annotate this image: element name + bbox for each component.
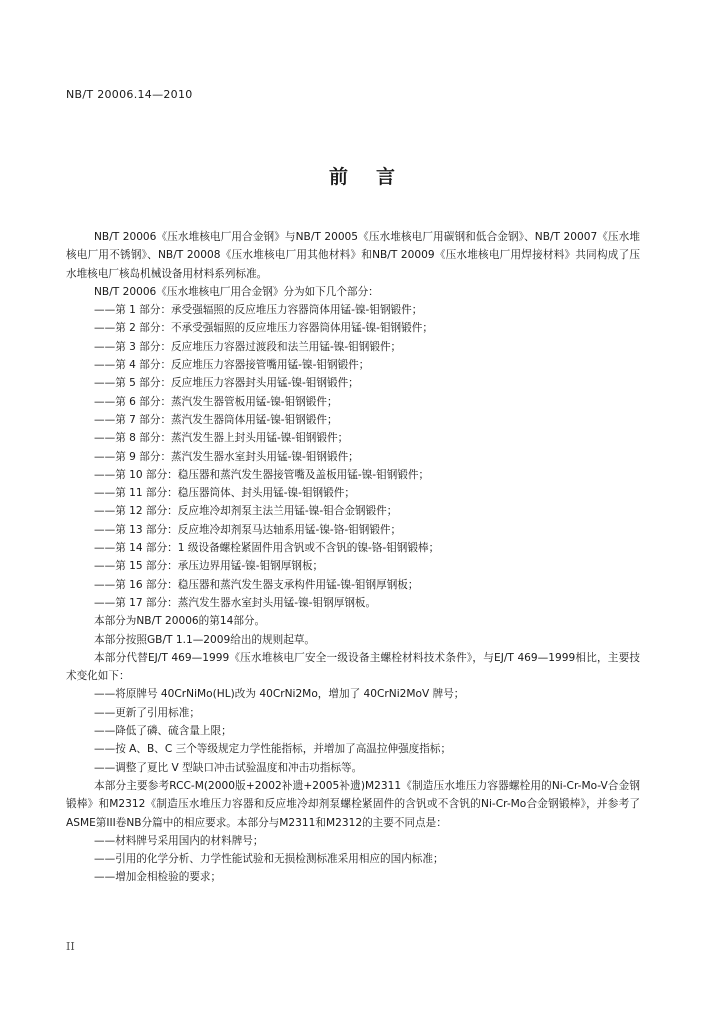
- list-item-difference: ——材料牌号采用国内的材料牌号；: [94, 834, 264, 847]
- list-item-part: ——第 13 部分：反应堆冷却剂泵马达轴系用锰-镍-铬-钼钢锻件；: [94, 523, 402, 536]
- list-item-part: ——第 6 部分：蒸汽发生器管板用锰-镍-钼钢锻件；: [94, 395, 338, 408]
- list-item-change: ——按 A、B、C 三个等级规定力学性能指标，并增加了高温拉伸强度指标；: [94, 743, 452, 756]
- list-item-part: ——第 3 部分：反应堆压力容器过渡段和法兰用锰-镍-钼钢锻件；: [94, 340, 402, 353]
- paragraph-references: 本部分主要参考RCC-M(2000版+2002补遗+2005补遗)M2311《制造压水堆压力容器螺栓用的Ni-Cr-Mo-V合金钢锻棒》和M2312《制造压水堆压力容器和反应堆冷却剂泵螺栓紧固件的含钒或不含钒的Ni-Cr-Mo合金钢锻棒》，并参考了ASME第III卷NB分篇中的相应要求。本部分与M2311和M2312的主要不同点是：: [66, 779, 640, 829]
- list-item-part: ——第 15 部分：承压边界用锰-镍-钼钢厚钢板；: [94, 560, 324, 573]
- list-item-part: ——第 9 部分：蒸汽发生器水室封头用锰-镍-钼钢锻件；: [94, 450, 359, 463]
- standard-code-header: NB/T 20006.14—2010: [66, 88, 193, 101]
- foreword-body: [66, 228, 640, 887]
- list-item-change: ——将原牌号 40CrNiMo(HL)改为 40CrNi2Mo，增加了 40CrNi2MoV 牌号；: [94, 688, 465, 701]
- list-item-part: ——第 2 部分：不承受强辐照的反应堆压力容器筒体用锰-镍-钼钢锻件；: [94, 322, 433, 335]
- list-item-part: ——第 14 部分：1 级设备螺栓紧固件用含钒或不含钒的镍-铬-钼钢锻棒；: [94, 542, 440, 555]
- list-item-part: ——第 8 部分：蒸汽发生器上封头用锰-镍-钼钢锻件；: [94, 432, 349, 445]
- list-item-part: ——第 7 部分：蒸汽发生器筒体用锰-镍-钼钢锻件；: [94, 413, 338, 426]
- paragraph-series-intro: NB/T 20006《压水堆核电厂用合金钢》与NB/T 20005《压水堆核电厂用碳钢和低合金钢》、NB/T 20007《压水堆核电厂用不锈钢》、NB/T 20008《压水堆核电厂用其他材料》和NB/T 20009《压水堆核电厂用焊接材料》共同构成了压水堆核电厂核岛机械设备用材料系列标准。: [66, 231, 640, 280]
- list-item-part: ——第 5 部分：反应堆压力容器封头用锰-镍-钼钢锻件；: [94, 377, 359, 390]
- list-item-part: ——第 4 部分：反应堆压力容器接管嘴用锰-镍-钼钢锻件；: [94, 359, 370, 372]
- page-title: 前言: [328, 166, 423, 188]
- list-item-part: ——第 12 部分：反应堆冷却剂泵主法兰用锰-镍-钼合金钢锻件；: [94, 505, 398, 518]
- list-item-part: ——第 17 部分：蒸汽发生器水室封头用锰-镍-钼钢厚钢板。: [94, 596, 377, 609]
- list-item-part: ——第 16 部分：稳压器和蒸汽发生器支承构件用锰-镍-钼钢厚钢板；: [94, 578, 419, 591]
- list-item-change: ——降低了磷、硫含量上限；: [94, 725, 232, 738]
- list-item-part: ——第 11 部分：稳压器筒体、封头用锰-镍-钼钢锻件；: [94, 487, 355, 500]
- list-item-difference: ——增加金相检验的要求；: [94, 871, 222, 884]
- statement-part-number: 本部分为NB/T 20006的第14部分。: [94, 615, 266, 628]
- paragraph-parts-intro: NB/T 20006《压水堆核电厂用合金钢》分为如下几个部分：: [94, 285, 379, 298]
- statement-drafting-rules: 本部分按照GB/T 1.1—2009给出的规则起草。: [94, 633, 316, 646]
- statement-replacement: 本部分代替EJ/T 469—1999《压水堆核电厂安全一级设备主螺栓材料技术条件》，与EJ/T 469—1999相比，主要技术变化如下：: [66, 651, 640, 683]
- list-item-part: ——第 10 部分：稳压器和蒸汽发生器接管嘴及盖板用锰-镍-钼钢锻件；: [94, 468, 430, 481]
- page-number: II: [66, 940, 75, 953]
- list-item-difference: ——引用的化学分析、力学性能试验和无损检测标准采用相应的国内标准；: [94, 853, 444, 866]
- list-item-part: ——第 1 部分：承受强辐照的反应堆压力容器筒体用锰-镍-钼钢锻件；: [94, 304, 423, 317]
- list-item-change: ——调整了夏比 V 型缺口冲击试验温度和冲击功指标等。: [94, 761, 363, 774]
- list-item-change: ——更新了引用标准；: [94, 706, 200, 719]
